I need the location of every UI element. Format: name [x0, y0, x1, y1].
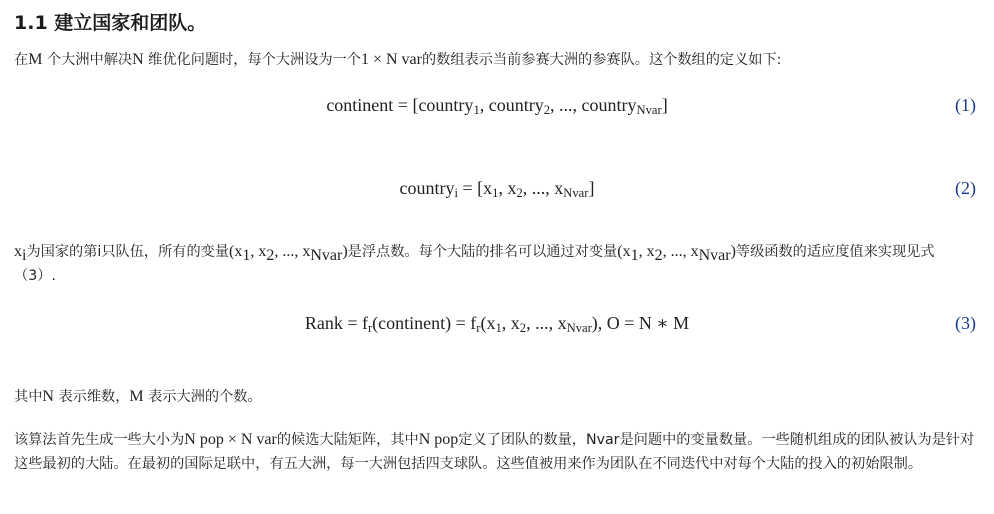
text: 的数组表示当前参赛大洲的参赛队。这个数组的定义如下: — [421, 52, 782, 68]
math-N: N — [132, 51, 144, 68]
text: 维优化问题时，每个大洲设为一个 — [143, 52, 361, 68]
paragraph-definitions: 其中N 表示维数，M 表示大洲的个数。 — [14, 388, 262, 405]
section-heading: 1.1 建立国家和团队。 — [14, 12, 207, 34]
equation-3-number: (3) — [955, 313, 976, 333]
equation-2-body: country$_i$ = [$x_1$, $x_2$, ..., $x_{Nvar}$] — [399, 178, 595, 201]
text: 在 — [14, 52, 29, 68]
equation-3 — [0, 313, 994, 343]
paragraph-intro — [14, 48, 976, 72]
equation-1-body: continent = [country$_1$, country$_2$, ..., country$_{Nvar}$] — [326, 95, 668, 118]
equation-1 — [0, 95, 994, 125]
math-M: M — [28, 51, 43, 68]
equation-2 — [0, 178, 994, 208]
equation-2-number: (2) — [955, 178, 976, 198]
equation-1-number: (1) — [955, 95, 976, 115]
math-1xNvar: 1 × N var — [360, 51, 422, 68]
text: 个大洲中解决 — [42, 52, 133, 68]
paragraph-variables: $x_i$为国家的第i只队伍，所有的变量($x_1$, $x_2$, ..., $x_{Nvar}$)是浮点数。每个大陆的排名可以通过对变量($x_1$, $x_2$, ..., $x_{Nvar}$)等级函数的适应度值来实现见式（3）. — [14, 243, 935, 284]
paragraph-algorithm: 该算法首先生成一些大小为N pop × N var的候选大陆矩阵，其中N pop定义了团队的数量，Nvar是问题中的变量数量。一些随机组成的团队被认为是针对这些最初的大陆。在最初的国际足联中，有五大洲，每一大洲包括四支球队。这些值被用来作为团队在不同迭代中对每个大陆的投入的初始限制。 — [14, 431, 975, 472]
equation-3-body: Rank = $f_r(continent) = f_r(x_1$, $x_2$, ..., $x_{Nvar}$), O = N ∗ M — [304, 313, 690, 336]
